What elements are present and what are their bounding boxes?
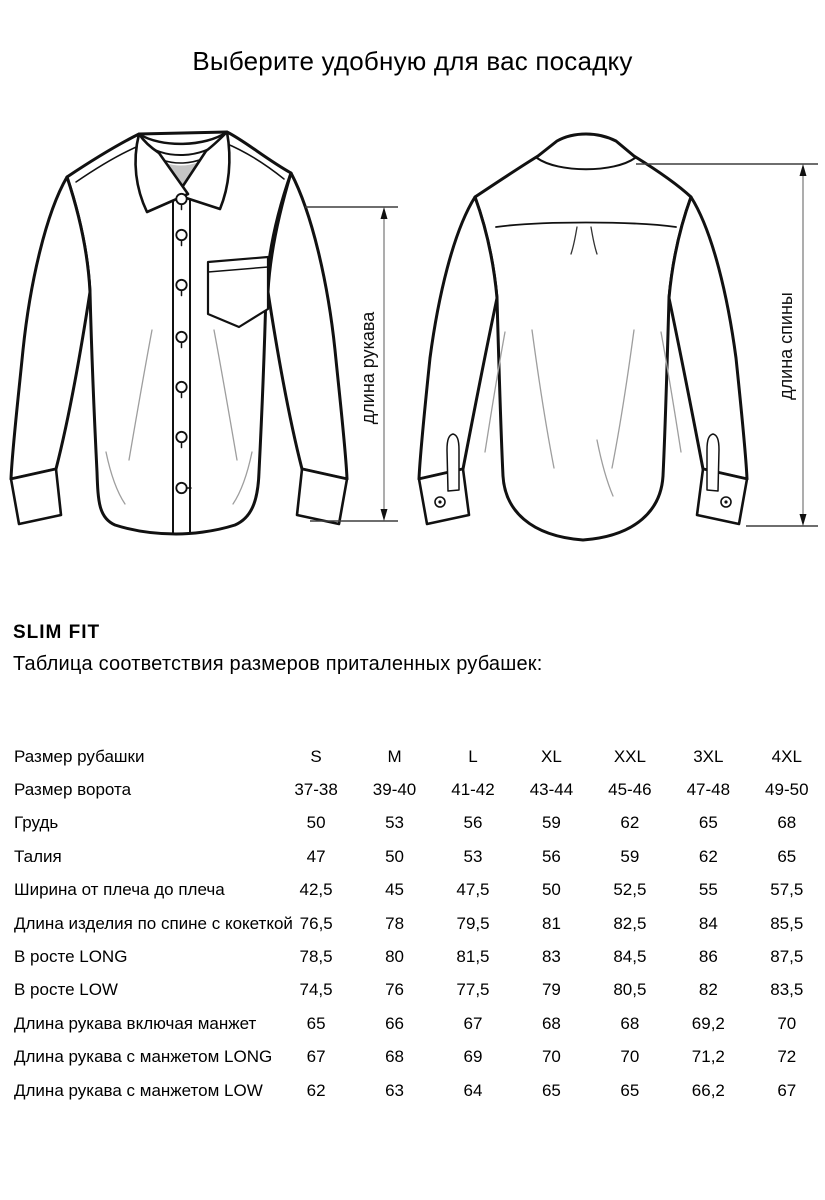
- value-cell: 47,5: [456, 880, 490, 900]
- row-label: Ширина от плеча до плеча: [14, 880, 225, 900]
- value-cell: 50: [306, 813, 326, 833]
- value-cell: 72: [777, 1047, 797, 1067]
- size-cell: S: [310, 746, 322, 766]
- table-row-sleeve-cuff-long: [14, 1041, 825, 1074]
- value-cell: 56: [541, 846, 561, 866]
- table-row-waist: [14, 840, 825, 873]
- value-cell: 84,5: [613, 947, 647, 967]
- value-cell: 80: [385, 947, 404, 967]
- value-cell: 67: [463, 1013, 483, 1033]
- row-label: Длина рукава включая манжет: [14, 1013, 257, 1033]
- row-label: Длина изделия по спине с кокеткой: [14, 913, 293, 933]
- row-label: Длина рукава с манжетом LOW: [14, 1080, 263, 1100]
- value-cell: 53: [385, 813, 404, 833]
- front-left-cuff: [11, 469, 61, 524]
- value-cell: 65: [620, 1080, 640, 1100]
- row-label: В росте LONG: [14, 947, 128, 967]
- size-cell: XL: [541, 746, 562, 766]
- value-cell: 67: [777, 1080, 797, 1100]
- value-cell: 71,2: [691, 1047, 725, 1067]
- value-cell: 49-50: [765, 780, 809, 800]
- fit-heading: SLIM FIT: [13, 622, 101, 643]
- value-cell: 56: [463, 813, 483, 833]
- value-cell: 83,5: [770, 980, 804, 1000]
- value-cell: 81,5: [456, 947, 490, 967]
- table-row-height-low: [14, 974, 825, 1007]
- value-cell: 70: [541, 1047, 561, 1067]
- value-cell: 82,5: [613, 913, 647, 933]
- value-cell: 69,2: [691, 1013, 725, 1033]
- back-length-label: длина спины: [776, 292, 796, 400]
- size-cell: XXL: [613, 746, 646, 766]
- value-cell: 66: [385, 1013, 404, 1033]
- size-table: [14, 740, 825, 1107]
- table-row-chest: [14, 807, 825, 840]
- value-cell: 78,5: [299, 947, 333, 967]
- value-cell: 80,5: [613, 980, 647, 1000]
- row-label: Грудь: [14, 813, 59, 833]
- value-cell: 42,5: [299, 880, 333, 900]
- value-cell: 63: [385, 1080, 404, 1100]
- front-left-sleeve: [11, 177, 90, 479]
- value-cell: 76,5: [299, 913, 333, 933]
- front-right-cuff: [297, 469, 347, 524]
- table-row-back-length: [14, 907, 825, 940]
- value-cell: 76: [385, 980, 404, 1000]
- table-caption: Таблица соответствия размеров приталенных рубашек:: [13, 653, 543, 675]
- back-body: [475, 134, 691, 540]
- value-cell: 82: [698, 980, 718, 1000]
- value-cell: 66,2: [691, 1080, 725, 1100]
- value-cell: 50: [541, 880, 561, 900]
- value-cell: 65: [541, 1080, 561, 1100]
- value-cell: 62: [306, 1080, 326, 1100]
- value-cell: 77,5: [456, 980, 490, 1000]
- value-cell: 59: [541, 813, 561, 833]
- table-row-height-long: [14, 940, 825, 973]
- value-cell: 37-38: [294, 780, 338, 800]
- table-row-sleeve-with-cuff: [14, 1007, 825, 1040]
- value-cell: 43-44: [529, 780, 574, 800]
- front-shirt-drawing: [11, 132, 347, 534]
- size-cell: 3XL: [693, 746, 724, 766]
- back-shirt-drawing: [419, 134, 747, 540]
- value-cell: 55: [698, 880, 718, 900]
- value-cell: 85,5: [770, 913, 804, 933]
- value-cell: 68: [620, 1013, 640, 1033]
- back-left-sleeve-placket: [447, 434, 459, 491]
- row-label: Размер рубашки: [14, 746, 145, 766]
- value-cell: 65: [306, 1013, 326, 1033]
- value-cell: 87,5: [770, 947, 804, 967]
- value-cell: 53: [463, 846, 483, 866]
- back-left-cuff-button: [435, 497, 445, 507]
- value-cell: 78: [385, 913, 405, 933]
- row-label: В росте LOW: [14, 980, 118, 1000]
- front-right-sleeve: [268, 173, 347, 479]
- value-cell: 70: [620, 1047, 640, 1067]
- value-cell: 47: [306, 846, 326, 866]
- value-cell: 47-48: [686, 780, 731, 800]
- value-cell: 52,5: [613, 880, 647, 900]
- value-cell: 62: [698, 846, 718, 866]
- value-cell: 39-40: [372, 780, 417, 800]
- value-cell: 83: [541, 947, 561, 967]
- value-cell: 84: [698, 913, 718, 933]
- value-cell: 62: [620, 813, 640, 833]
- row-label: Размер ворота: [14, 780, 132, 800]
- row-label: Длина рукава с манжетом LONG: [14, 1047, 273, 1067]
- value-cell: 79,5: [456, 913, 490, 933]
- value-cell: 57,5: [770, 880, 804, 900]
- value-cell: 79: [541, 980, 561, 1000]
- size-cell: L: [468, 746, 478, 766]
- value-cell: 68: [385, 1047, 404, 1067]
- back-right-cuff: [697, 469, 747, 524]
- back-right-cuff-button: [721, 497, 731, 507]
- value-cell: 50: [385, 846, 404, 866]
- back-left-sleeve: [419, 197, 497, 479]
- value-cell: 67: [306, 1047, 326, 1067]
- back-left-cuff: [419, 469, 469, 524]
- value-cell: 45: [385, 880, 404, 900]
- size-cell: 4XL: [771, 746, 802, 766]
- page-title: Выберите удобную для вас посадку: [192, 46, 633, 76]
- value-cell: 64: [463, 1080, 483, 1100]
- row-label: Талия: [14, 846, 62, 866]
- value-cell: 68: [541, 1013, 561, 1033]
- sleeve-length-label: длина рукава: [358, 311, 378, 425]
- value-cell: 41-42: [451, 780, 495, 800]
- value-cell: 86: [698, 947, 718, 967]
- back-right-sleeve-placket: [707, 434, 719, 491]
- size-cell: M: [387, 746, 402, 766]
- table-row-shoulder-width: [14, 874, 825, 907]
- value-cell: 74,5: [299, 980, 333, 1000]
- table-row-sleeve-cuff-low: [14, 1074, 825, 1107]
- shirt-diagrams: [0, 120, 825, 570]
- back-right-sleeve: [669, 197, 747, 479]
- value-cell: 81: [542, 913, 561, 933]
- value-cell: 65: [777, 846, 797, 866]
- table-row-sizes: [14, 740, 825, 773]
- value-cell: 69: [463, 1047, 483, 1067]
- table-row-collar: [14, 773, 825, 806]
- value-cell: 70: [777, 1013, 797, 1033]
- value-cell: 59: [620, 846, 640, 866]
- value-cell: 68: [777, 813, 797, 833]
- value-cell: 65: [698, 813, 718, 833]
- value-cell: 45-46: [608, 780, 652, 800]
